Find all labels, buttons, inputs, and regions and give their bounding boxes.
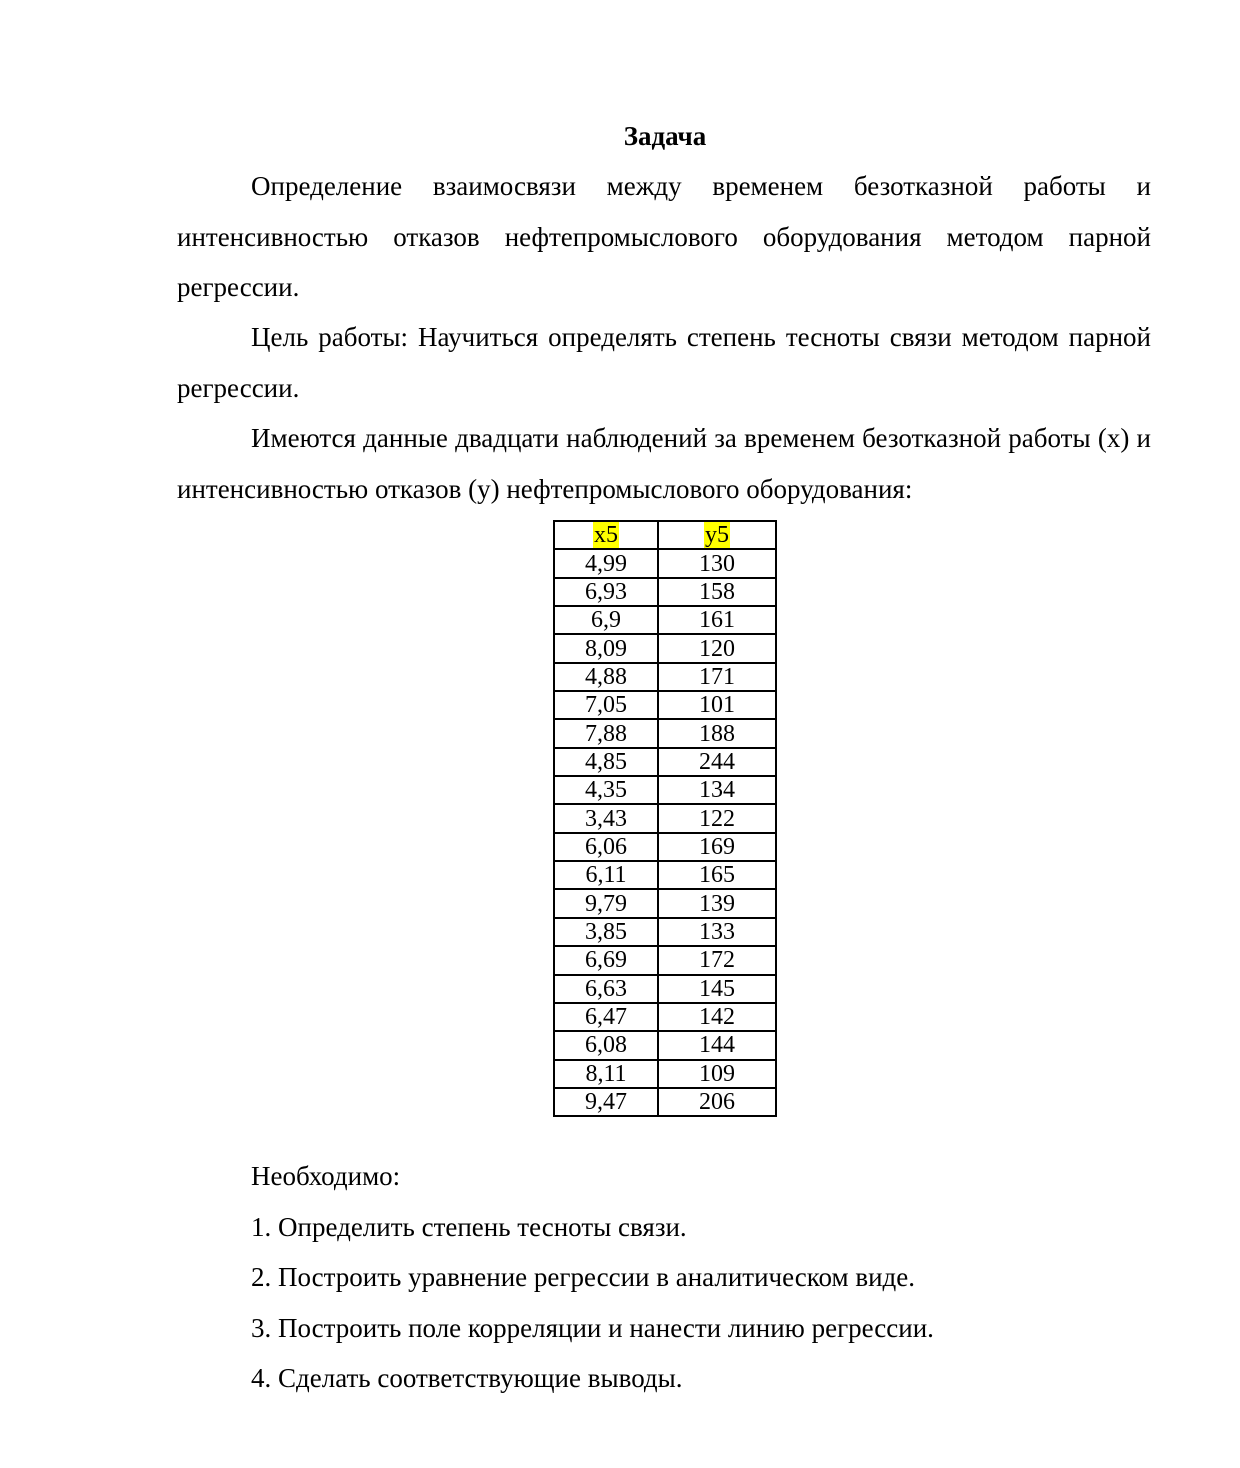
- cell-x: 3,85: [554, 918, 658, 946]
- table-row: [554, 663, 776, 691]
- table-row: [554, 549, 776, 577]
- cell-y: 169: [658, 833, 776, 861]
- table-row: [554, 889, 776, 917]
- paragraph-goal: Цель работы: Научиться определять степень тесноты связи методом парной регрессии.: [177, 322, 1151, 403]
- cell-x: 6,06: [554, 833, 658, 861]
- table-row: [554, 946, 776, 974]
- cell-y: 142: [658, 1003, 776, 1031]
- cell-x: 9,47: [554, 1088, 658, 1116]
- document-title: Задача: [623, 121, 707, 151]
- cell-x: 6,11: [554, 861, 658, 889]
- cell-y: 139: [658, 889, 776, 917]
- table-row: [554, 833, 776, 861]
- table-row: [554, 1060, 776, 1088]
- cell-y: 130: [658, 549, 776, 577]
- table-row: [554, 1003, 776, 1031]
- paragraph-definition: Определение взаимосвязи между временем безотказной работы и интенсивностью отказов нефтепромыслового оборудования методом парной регрессии.: [177, 171, 1151, 302]
- cell-x: 8,09: [554, 634, 658, 662]
- cell-y: 122: [658, 804, 776, 832]
- cell-x: 6,47: [554, 1003, 658, 1031]
- cell-y: 172: [658, 946, 776, 974]
- task-item: 3. Построить поле корреляции и нанести линию регрессии.: [251, 1313, 934, 1343]
- cell-y: 134: [658, 776, 776, 804]
- table-row: [554, 804, 776, 832]
- task-item: 2. Построить уравнение регрессии в аналитическом виде.: [251, 1262, 916, 1292]
- table-row: [554, 691, 776, 719]
- table-header-row: [554, 521, 776, 549]
- table-row: [554, 748, 776, 776]
- cell-y: 101: [658, 691, 776, 719]
- cell-y: 144: [658, 1031, 776, 1059]
- header-y-label: y5: [705, 522, 729, 549]
- required-label: Необходимо:: [251, 1161, 401, 1191]
- cell-y: 165: [658, 861, 776, 889]
- table-row: [554, 634, 776, 662]
- table-row: [554, 975, 776, 1003]
- cell-x: 8,11: [554, 1060, 658, 1088]
- cell-x: 6,93: [554, 578, 658, 606]
- task-item: 1. Определить степень тесноты связи.: [251, 1212, 687, 1242]
- observations-table: [553, 520, 777, 1117]
- paragraph-data-intro: Имеются данные двадцати наблюдений за временем безотказной работы (x) и интенсивностью отказов (y) нефтепромыслового оборудования:: [177, 423, 1151, 504]
- cell-x: 4,99: [554, 549, 658, 577]
- cell-x: 9,79: [554, 889, 658, 917]
- cell-x: 7,05: [554, 691, 658, 719]
- cell-y: 158: [658, 578, 776, 606]
- header-x: [554, 521, 658, 549]
- cell-x: 4,88: [554, 663, 658, 691]
- cell-x: 6,08: [554, 1031, 658, 1059]
- table-row: [554, 719, 776, 747]
- header-x-label: x5: [594, 522, 618, 549]
- cell-x: 6,63: [554, 975, 658, 1003]
- cell-y: 244: [658, 748, 776, 776]
- cell-y: 133: [658, 918, 776, 946]
- table-row: [554, 918, 776, 946]
- cell-x: 3,43: [554, 804, 658, 832]
- cell-x: 4,85: [554, 748, 658, 776]
- table-row: [554, 861, 776, 889]
- cell-y: 145: [658, 975, 776, 1003]
- cell-y: 206: [658, 1088, 776, 1116]
- table-row: [554, 1088, 776, 1116]
- cell-x: 6,69: [554, 946, 658, 974]
- table-row: [554, 776, 776, 804]
- cell-y: 188: [658, 719, 776, 747]
- cell-y: 120: [658, 634, 776, 662]
- table-row: [554, 606, 776, 634]
- table-row: [554, 1031, 776, 1059]
- cell-x: 4,35: [554, 776, 658, 804]
- cell-x: 7,88: [554, 719, 658, 747]
- table-row: [554, 578, 776, 606]
- cell-y: 171: [658, 663, 776, 691]
- cell-y: 161: [658, 606, 776, 634]
- task-item: 4. Сделать соответствующие выводы.: [251, 1363, 683, 1393]
- header-y: [658, 521, 776, 549]
- cell-y: 109: [658, 1060, 776, 1088]
- cell-x: 6,9: [554, 606, 658, 634]
